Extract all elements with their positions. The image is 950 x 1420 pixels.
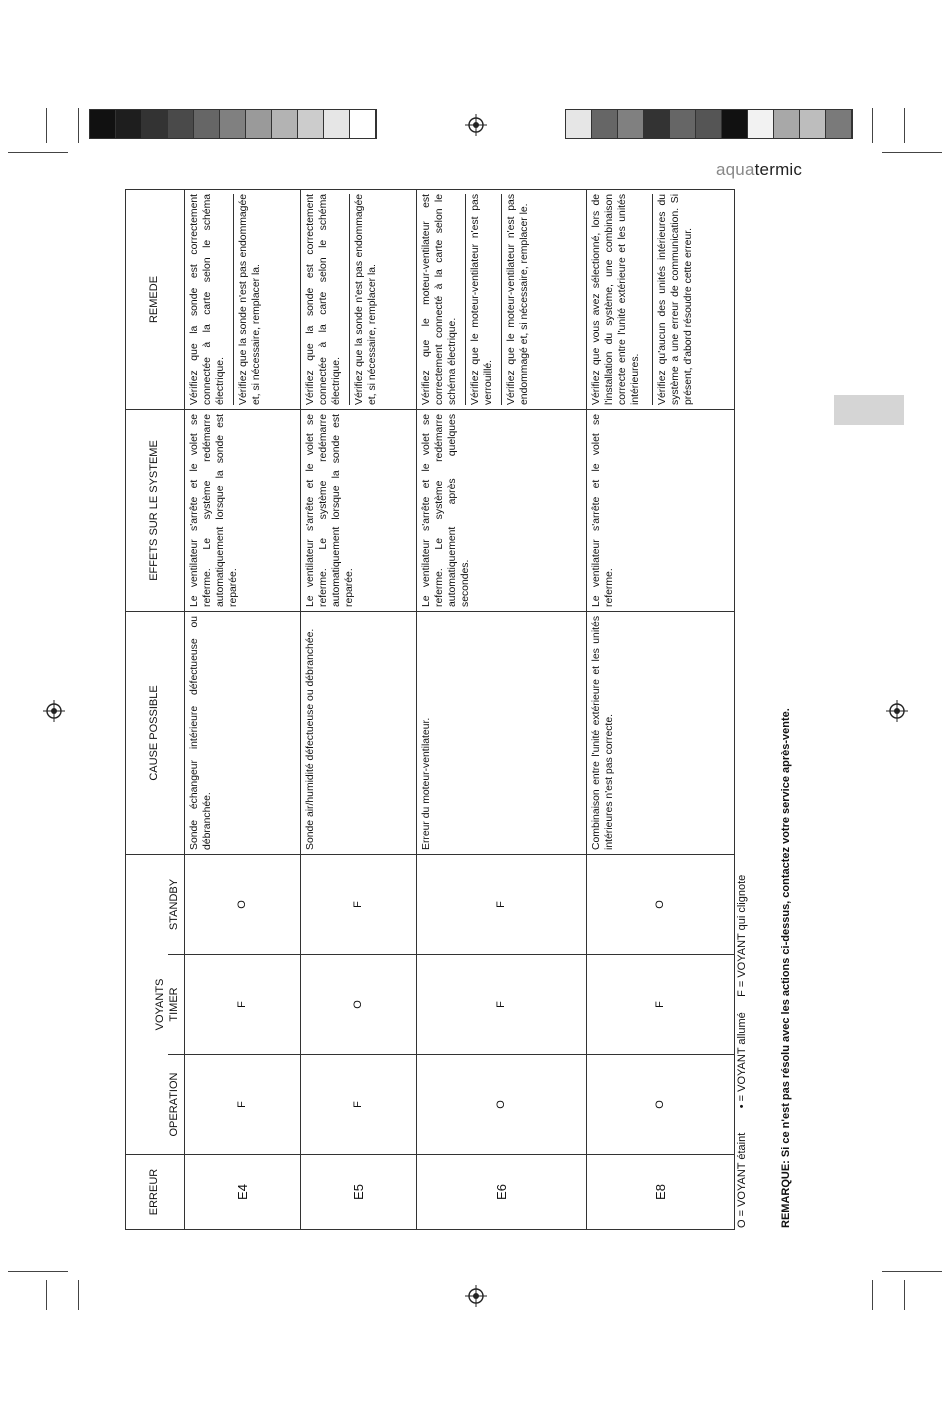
cause-cell: Combinaison entre l'unité extérieure et les unités intérieures n'est pas correcte. [587, 611, 735, 854]
header-erreur: ERREUR [126, 1155, 185, 1230]
header-operation: OPERATION [168, 1055, 185, 1155]
remede-item: Vérifiez que la sonde n'est pas endommagée et, si nécessaire, remplacer la. [349, 194, 379, 405]
timer-state: F [185, 955, 301, 1055]
timer-state: F [587, 955, 735, 1055]
operation-state: F [301, 1055, 417, 1155]
remede-cell [417, 189, 587, 409]
registration-mark-icon [43, 700, 65, 722]
effets-cell: Le ventilateur s'arrête et le volet se referme. Le système redémarre automatiquement après quelques secondes. [417, 409, 587, 611]
crop-mark [46, 108, 47, 143]
crop-mark [882, 152, 942, 153]
remede-cell [301, 189, 417, 409]
error-table-container [125, 190, 720, 1230]
header-effets: EFFETS SUR LE SYSTEME [126, 409, 185, 611]
remede-item: Vérifiez que le moteur-ventilateur n'est pas verrouillé. [465, 194, 495, 405]
standby-state: O [185, 854, 301, 954]
table-row [587, 189, 735, 1229]
table-row [185, 189, 301, 1229]
standby-state: O [587, 854, 735, 954]
color-swatch [324, 110, 350, 138]
cause-cell: Sonde air/humidité défectueuse ou débranchée. [301, 611, 417, 854]
registration-mark-icon [465, 1285, 487, 1307]
color-calibration-bar-left [89, 109, 377, 139]
crop-mark [872, 108, 873, 143]
legend-line [736, 875, 748, 1228]
color-swatch [116, 110, 142, 138]
remede-cell [185, 189, 301, 409]
page-tab-marker [834, 395, 904, 425]
cause-cell: Sonde échangeur intérieure défectueuse ou débranchée. [185, 611, 301, 854]
error-code: E8 [587, 1155, 735, 1230]
color-swatch [748, 110, 774, 138]
header-cause: CAUSE POSSIBLE [126, 611, 185, 854]
effets-cell: Le ventilateur s'arrête et le volet se referme. [587, 409, 735, 611]
error-code: E4 [185, 1155, 301, 1230]
header-voyants: VOYANTS [126, 854, 168, 1154]
standby-state: F [301, 854, 417, 954]
remede-item: Vérifiez que le moteur-ventilateur n'est pas endommagé et, si nécessaire, remplacer le. [501, 194, 531, 405]
table-row [417, 189, 587, 1229]
header-remede: REMEDE [126, 189, 185, 409]
color-swatch [220, 110, 246, 138]
remede-item: Vérifiez que vous avez sélectionné, lors de l'installation du système, une combinaison correcte entre l'unité extérieure et les unités intérieures. [591, 193, 642, 405]
operation-state: F [185, 1055, 301, 1155]
standby-state: F [417, 854, 587, 954]
remede-item: Vérifiez que la sonde n'est pas endommagée et, si nécessaire, remplacer la. [233, 194, 263, 405]
remede-item: Vérifiez que la sonde est correctement connectée à la carte selon le schéma électrique. [305, 193, 343, 405]
color-swatch [592, 110, 618, 138]
color-swatch [298, 110, 324, 138]
legend-off: O = VOYANT étaint [736, 1132, 748, 1228]
operation-state: O [417, 1055, 587, 1155]
header-standby: STANDBY [168, 854, 185, 954]
table-row [301, 189, 417, 1229]
color-swatch [566, 110, 592, 138]
crop-mark [904, 108, 905, 143]
registration-mark-icon [886, 700, 908, 722]
timer-state: F [417, 955, 587, 1055]
color-swatch [800, 110, 826, 138]
color-swatch [618, 110, 644, 138]
crop-mark [8, 152, 68, 153]
logo-part-aqua: aqua [716, 160, 755, 179]
crop-mark [872, 1280, 873, 1310]
crop-mark [78, 108, 79, 143]
crop-mark [8, 1271, 68, 1272]
color-swatch [644, 110, 670, 138]
registration-mark-icon [465, 114, 487, 136]
color-calibration-bar-right [565, 109, 853, 139]
remede-item: Vérifiez que le moteur-ventilateur est correctement connecté à la carte selon le schéma électrique. [421, 193, 459, 405]
color-swatch [168, 110, 194, 138]
color-swatch [696, 110, 722, 138]
color-swatch [722, 110, 748, 138]
remark-note: REMARQUE: Si ce n'est pas résolu avec les actions ci-dessus, contactez votre service après-vente. [780, 708, 792, 1228]
header-timer: TIMER [168, 955, 185, 1055]
logo-part-termic: termic [754, 160, 803, 179]
crop-mark [46, 1280, 47, 1310]
cause-cell: Erreur du moteur-ventilateur. [417, 611, 587, 854]
error-table [125, 189, 735, 1230]
color-swatch [194, 110, 220, 138]
color-swatch [670, 110, 696, 138]
effets-cell: Le ventilateur s'arrête et le volet se referme. Le système redémarre automatiquement lorsque la sonde est reparée. [185, 409, 301, 611]
legend-on: • = VOYANT allumé [736, 1012, 748, 1109]
operation-state: O [587, 1055, 735, 1155]
remede-item: Vérifiez que la sonde est correctement connectée à la carte selon le schéma électrique. [189, 193, 227, 405]
color-swatch [774, 110, 800, 138]
error-code: E6 [417, 1155, 587, 1230]
error-code: E5 [301, 1155, 417, 1230]
remede-item: Vérifiez qu'aucun des unités intérieures du système a une erreur de communication. Si présent, d'abord résoudre cette erreur. [652, 194, 695, 405]
legend-blink: F = VOYANT qui clignote [736, 874, 748, 997]
color-swatch [246, 110, 272, 138]
remede-cell [587, 189, 735, 409]
brand-logo [716, 160, 802, 180]
crop-mark [882, 1271, 942, 1272]
color-swatch [90, 110, 116, 138]
crop-mark [78, 1280, 79, 1310]
timer-state: O [301, 955, 417, 1055]
color-swatch [826, 110, 852, 138]
effets-cell: Le ventilateur s'arrête et le volet se referme. Le système redémarre automatiquement lorsque la sonde est reparée. [301, 409, 417, 611]
color-swatch [142, 110, 168, 138]
crop-mark [904, 1280, 905, 1310]
color-swatch [272, 110, 298, 138]
color-swatch [350, 110, 376, 138]
